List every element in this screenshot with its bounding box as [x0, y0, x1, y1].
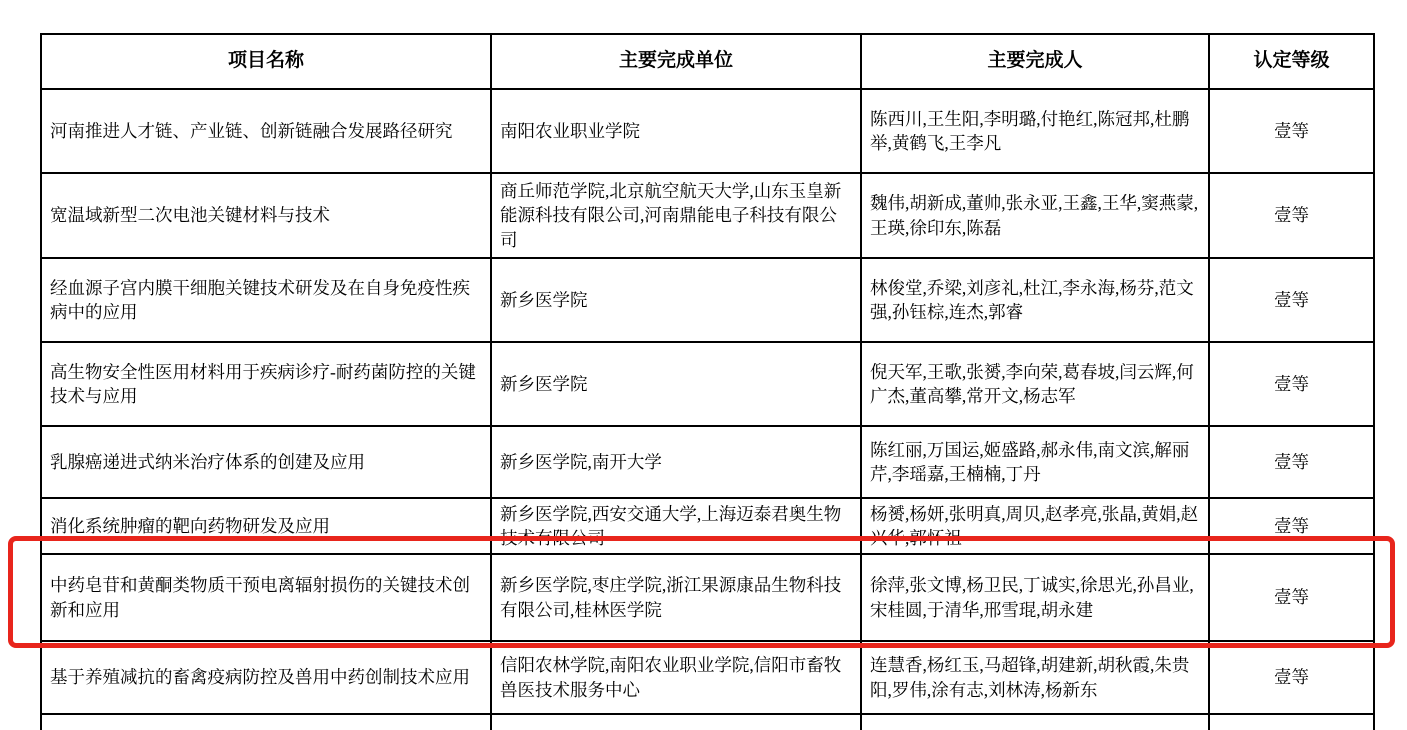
column-header-project: 项目名称 [41, 34, 491, 89]
grade-cell: 壹等 [1209, 641, 1374, 714]
project-cell: 河南推进人才链、产业链、创新链融合发展路径研究 [41, 89, 491, 173]
project-cell: 中药皂苷和黄酮类物质干预电离辐射损伤的关键技术创新和应用 [41, 554, 491, 641]
people-cell: 陈西川,王生阳,李明璐,付艳红,陈冠邦,杜鹏举,黄鹤飞,王李凡 [861, 89, 1209, 173]
unit-cell: 新乡医学院,枣庄学院,浙江果源康品生物科技有限公司,桂林医学院 [491, 554, 861, 641]
project-cell: 宽温域新型二次电池关键材料与技术 [41, 173, 491, 258]
project-cell: 乳腺癌递进式纳米治疗体系的创建及应用 [41, 426, 491, 498]
people-cell: 连慧香,杨红玉,马超锋,胡建新,胡秋霞,朱贵阳,罗伟,涂有志,刘林涛,杨新东 [861, 641, 1209, 714]
unit-cell: 南阳农业职业学院 [491, 89, 861, 173]
table-row [41, 173, 1374, 258]
grade-cell: 壹等 [1209, 426, 1374, 498]
award-table [40, 33, 1375, 730]
table-row [41, 342, 1374, 426]
table-row-partial [41, 714, 1374, 730]
project-cell: 消化系统肿瘤的靶向药物研发及应用 [41, 498, 491, 554]
grade-cell: 壹等 [1209, 173, 1374, 258]
grade-cell: 壹等 [1209, 554, 1374, 641]
unit-cell: 新乡医学院,西安交通大学,上海迈泰君奥生物技术有限公司 [491, 498, 861, 554]
grade-cell: 壹等 [1209, 258, 1374, 342]
people-cell: 林俊堂,乔梁,刘彦礼,杜江,李永海,杨芬,范文强,孙钰棕,连杰,郭睿 [861, 258, 1209, 342]
table-row [41, 498, 1374, 554]
people-cell: 徐萍,张文博,杨卫民,丁诚实,徐思光,孙昌业,宋桂圆,于清华,邢雪琨,胡永建 [861, 554, 1209, 641]
grade-cell: 壹等 [1209, 342, 1374, 426]
unit-cell: 新乡医学院 [491, 342, 861, 426]
unit-cell: 信阳农林学院,南阳农业职业学院,信阳市畜牧兽医技术服务中心 [491, 641, 861, 714]
grade-cell [1209, 714, 1374, 730]
people-cell: 魏伟,胡新成,董帅,张永亚,王鑫,王华,窦燕蒙,王瑛,徐印东,陈磊 [861, 173, 1209, 258]
people-cell: 杨赟,杨妍,张明真,周贝,赵孝亮,张晶,黄娟,赵兴华,郭怀祖 [861, 498, 1209, 554]
table-header-row [41, 34, 1374, 89]
grade-cell: 壹等 [1209, 89, 1374, 173]
unit-cell [491, 714, 861, 730]
project-cell: 基于养殖减抗的畜禽疫病防控及兽用中药创制技术应用 [41, 641, 491, 714]
column-header-unit: 主要完成单位 [491, 34, 861, 89]
unit-cell: 商丘师范学院,北京航空航天大学,山东玉皇新能源科技有限公司,河南鼎能电子科技有限公司 [491, 173, 861, 258]
column-header-grade: 认定等级 [1209, 34, 1374, 89]
people-cell [861, 714, 1209, 730]
project-cell: 经血源子宫内膜干细胞关键技术研发及在自身免疫性疾病中的应用 [41, 258, 491, 342]
table-row [41, 426, 1374, 498]
column-header-people: 主要完成人 [861, 34, 1209, 89]
table-row [41, 89, 1374, 173]
project-cell: 高生物安全性医用材料用于疾病诊疗-耐药菌防控的关键技术与应用 [41, 342, 491, 426]
unit-cell: 新乡医学院 [491, 258, 861, 342]
project-cell [41, 714, 491, 730]
grade-cell: 壹等 [1209, 498, 1374, 554]
table-row-highlighted [41, 554, 1374, 641]
people-cell: 倪天军,王歌,张赟,李向荣,葛春坡,闫云辉,何广杰,董高攀,常开文,杨志军 [861, 342, 1209, 426]
people-cell: 陈红丽,万国运,姬盛路,郝永伟,南文滨,解丽芹,李瑶嘉,王楠楠,丁丹 [861, 426, 1209, 498]
table-row [41, 258, 1374, 342]
table-row [41, 641, 1374, 714]
unit-cell: 新乡医学院,南开大学 [491, 426, 861, 498]
